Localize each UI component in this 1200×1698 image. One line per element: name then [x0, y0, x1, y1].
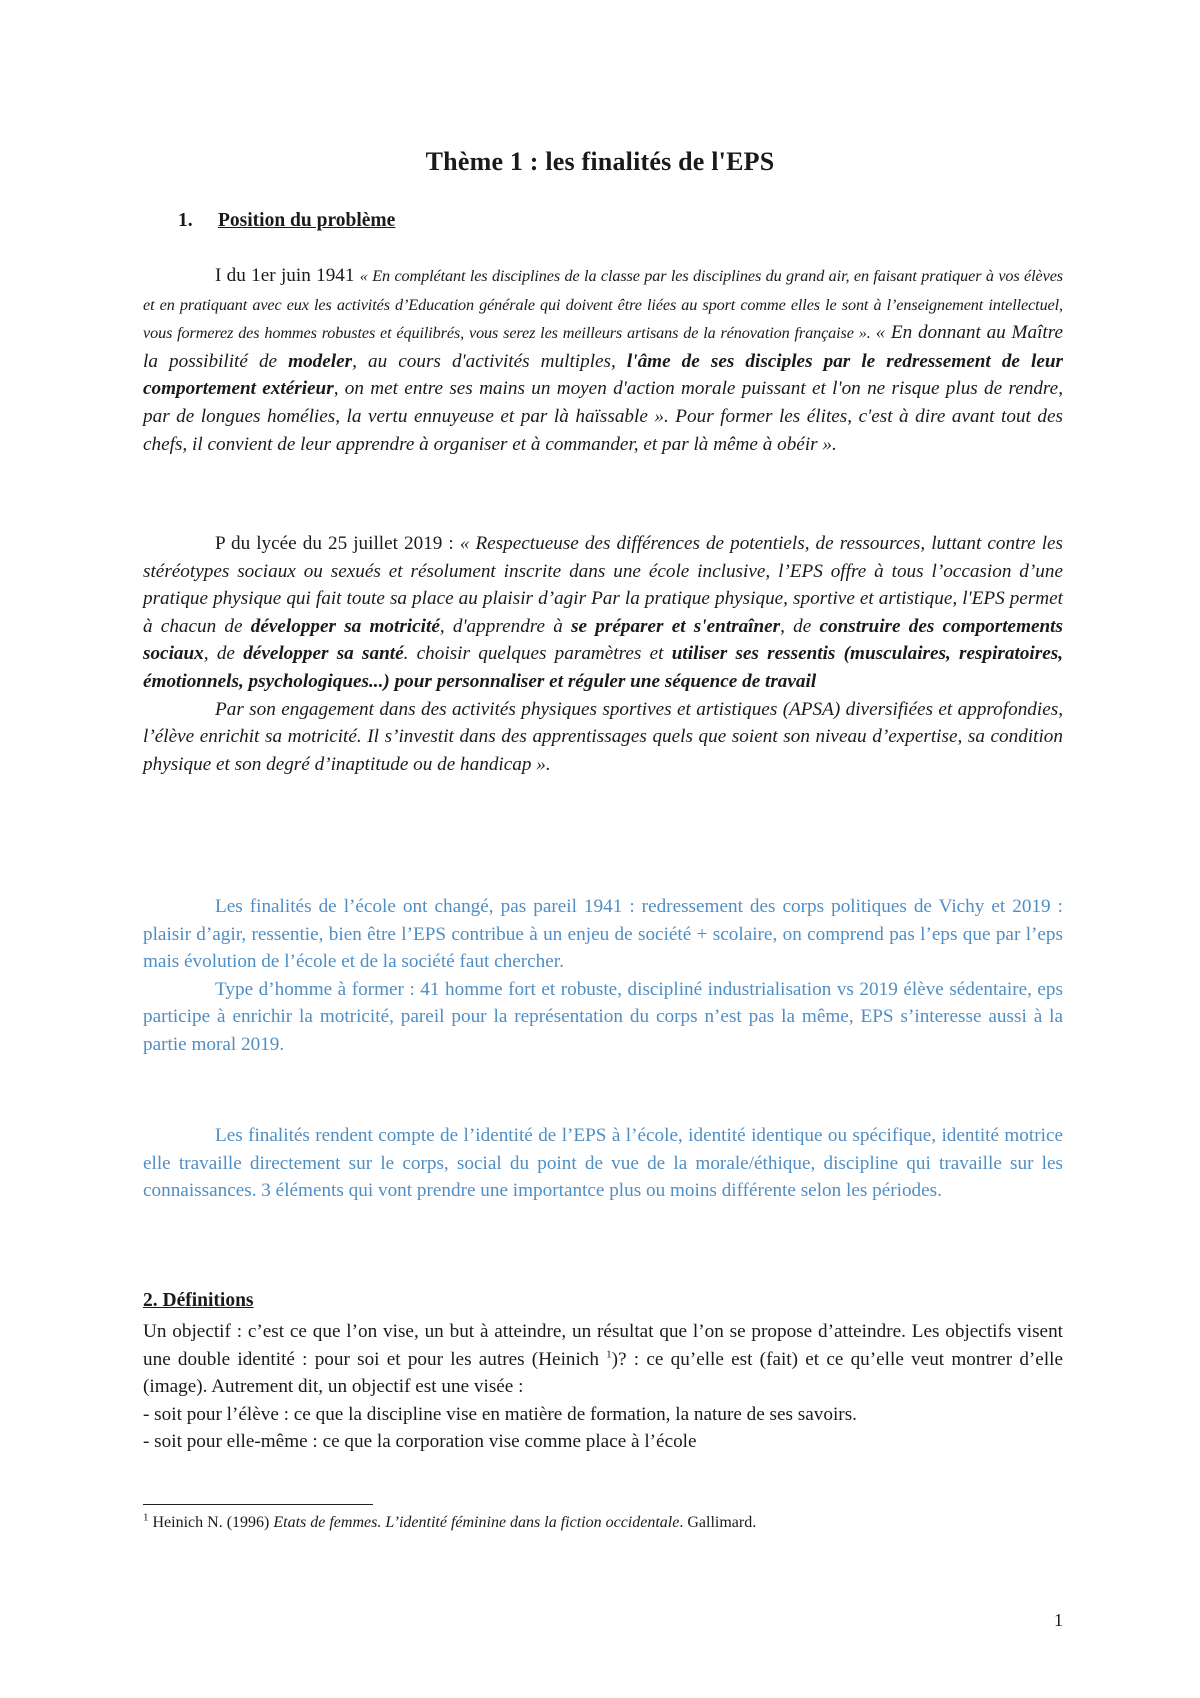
- footnote-mark: 1: [143, 1511, 149, 1524]
- section-number: 1.: [178, 210, 193, 231]
- section-heading-2: 2. Définitions: [143, 1290, 254, 1311]
- instructions-quote-2c: , au cours d'activités multiples,: [352, 350, 627, 372]
- instructions-quote-1: « En complétant les disciplines de la classe par les disciplines du grand air, en faisant pratiquer à vos élèves et en pratiquant avec eux les activités d’Education générale qui doivent être liées au sport comme elles le sont à l’enseignement intellectuel, vous formerez des hommes robustes et équilibrés, vous serez les meilleurs artisans de la rénovation française ».: [143, 267, 1063, 343]
- programme-quote-6: Par son engagement dans des activités physiques sportives et artistiques (APSA) diversifiées et approfondies, l’élève enrichit sa motricité. Il s’investit dans des apprentissages quels que soient son niveau d’expertise, sa condition physique et son degré d’inaptitude ou de handicap ».: [143, 698, 1063, 775]
- programme-quote-4: , de: [203, 643, 244, 665]
- programme-quote-1: « Respectueuse des différences de potentiels, de ressources, luttant contre les stéréotypes sociaux ou sexués et résolument inscrite dans une école inclusive, l’EPS offre à tous l’occasion d’une pratique physique qui fait toute sa place au plaisir d’agir Par la pratique physique, sportive et artistique, l'EPS permet à chacun de: [143, 533, 1064, 637]
- programme-bold-5: utiliser ses ressentis (musculaires, respiratoires, émotionnels, psychologiques...) pour personnaliser et réguler une séquence de travail: [143, 643, 1063, 692]
- programme-bold-3: construire des comportements sociaux: [143, 615, 1063, 665]
- note-paragraph-2: Type d’homme à former : 41 homme fort et robuste, discipliné industrialisation vs 2019 élève sédentaire, eps participe à enrichir la motricité, pareil pour la représentation du corps n’est pas la même, EPS s’interesse aussi à la partie moral 2019.: [143, 978, 1063, 1055]
- definition-text-b: )? : ce qu’elle est (fait) et ce qu’elle veut montrer d’elle (image). Autrement dit, un objectif est une visée :: [143, 1348, 1063, 1398]
- instructions-intro: I du 1er juin 1941: [215, 265, 360, 286]
- definition-list-item: - soit pour l’élève : ce que la discipline vise en matière de formation, la nature de ses savoirs.: [143, 1403, 857, 1425]
- instructions-quote-2a: « En donnant au Maître la possibilité de: [143, 322, 1064, 372]
- programme-quote-2: , d'apprendre à: [439, 615, 572, 637]
- programme-bold-1: développer sa motricité: [250, 615, 440, 637]
- notes-paragraphs: [143, 893, 1063, 1059]
- footnote: [143, 1511, 757, 1532]
- footnote-author: Heinich N. (1996): [148, 1514, 274, 1531]
- definition-objectif: [143, 1318, 1063, 1401]
- notes-paragraph-3-block: [143, 1122, 1063, 1205]
- instructions-quote-2e: , on met entre ses mains un moyen d'action morale puissant et l'on ne risque plus de rendre, par de longues homélies, la vertu ennuyeuse et par là haïssable ». Pour former les élites, c'est à dire avant tout des chefs, il convient de leur apprendre à organiser et à commander, et par là même à obéir ».: [143, 378, 1063, 455]
- footnote-publisher: . Gallimard.: [679, 1514, 757, 1531]
- section-heading-1: [178, 210, 395, 232]
- programme-quote-3: , de: [780, 615, 820, 637]
- programme-2019-paragraph: [143, 530, 1063, 778]
- definition-text-a: Un objectif : c’est ce que l’on vise, un but à atteindre, un résultat que l’on se propose d’atteindre. Les objectifs visent une double identité : pour soi et pour les autres (Heinich: [143, 1321, 1063, 1370]
- page-number: 1: [1054, 1610, 1063, 1630]
- page-title: Thème 1 : les finalités de l'EPS: [425, 147, 775, 176]
- note-paragraph-1: Les finalités de l’école ont changé, pas pareil 1941 : redressement des corps politiques de Vichy et 2019 : plaisir d’agir, ressentie, bien être l’EPS contribue à un enjeu de société + scolaire, on comprend pas l’eps que par l’eps mais évolution de l’école et de la société faut chercher.: [143, 896, 1063, 973]
- footnote-work: Etats de femmes. L’identité féminine dans la fiction occidentale: [273, 1514, 680, 1531]
- programme-quote-5: . choisir quelques paramètres et: [403, 643, 672, 665]
- footnote-separator: [143, 1504, 373, 1505]
- section-title: Position du problème: [218, 210, 396, 231]
- programme-bold-4: développer sa santé: [243, 643, 404, 665]
- instructions-quote-2b: modeler: [288, 350, 353, 372]
- programme-bold-2: se préparer et s'entraîner: [571, 615, 781, 637]
- programme-intro: P du lycée du 25 juillet 2019 :: [215, 533, 460, 554]
- instructions-quote-2d: l'âme de ses disciples par le redressement de leur comportement extérieur: [143, 350, 1063, 400]
- instructions-1941-paragraph: [143, 262, 1063, 458]
- definition-list-item: - soit pour elle-même : ce que la corporation vise comme place à l’école: [143, 1431, 697, 1453]
- definitions-block: [143, 1318, 1063, 1456]
- note-paragraph-3: Les finalités rendent compte de l’identité de l’EPS à l’école, identité identique ou spécifique, identité motrice elle travaille directement sur le corps, social du point de vue de la morale/éthique, discipline qui travaille sur les connaissances. 3 éléments qui vont prendre une importantce plus ou moins différente selon les périodes.: [143, 1125, 1063, 1202]
- footnote-reference[interactable]: 1: [606, 1348, 612, 1361]
